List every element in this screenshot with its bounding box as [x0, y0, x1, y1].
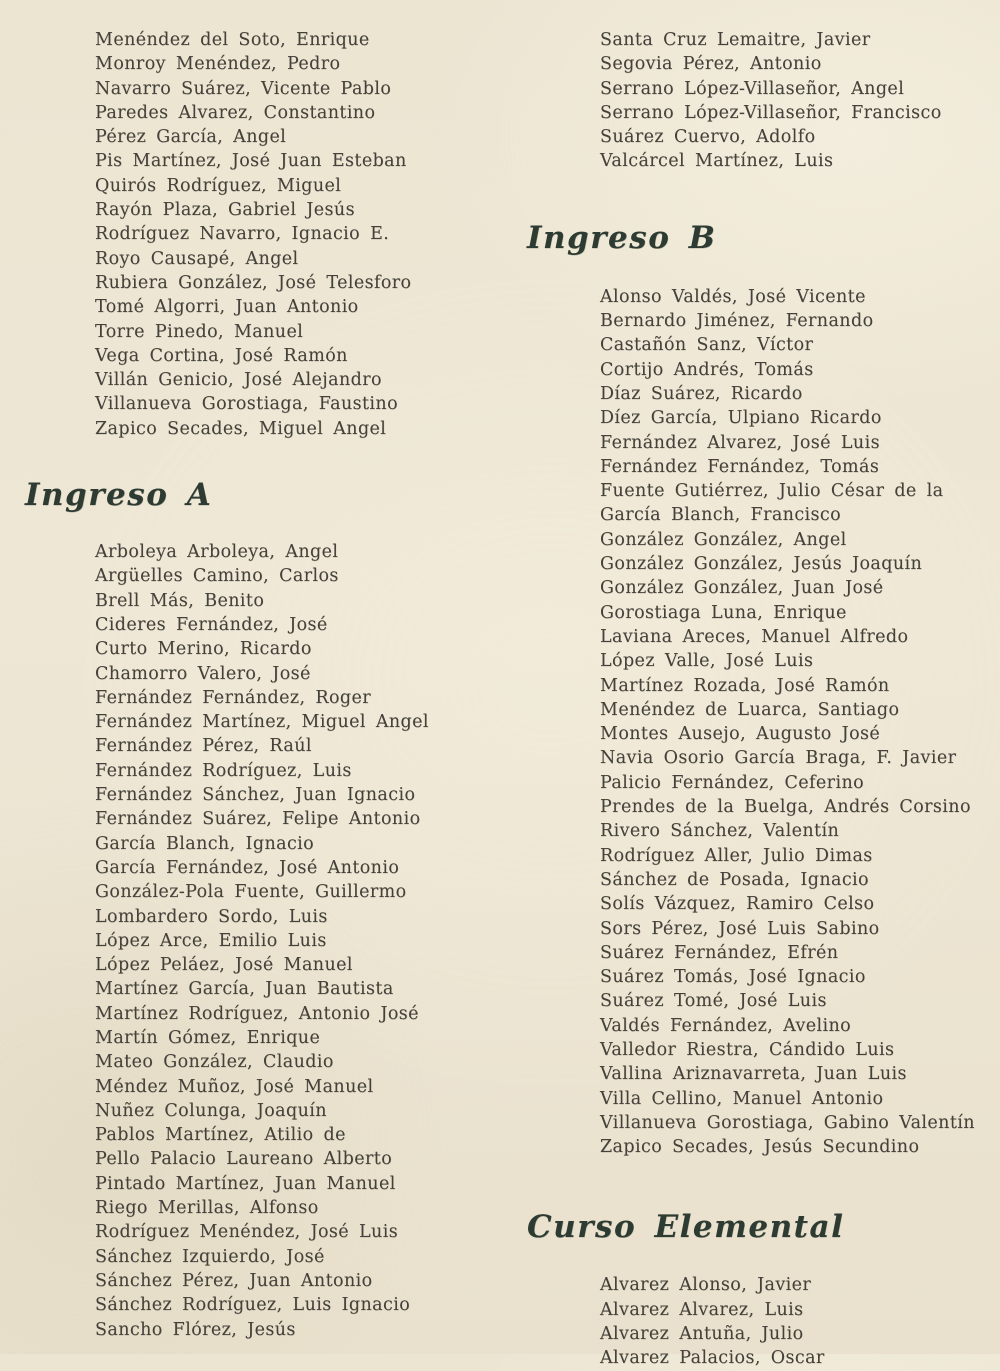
list-item: Riego Merillas, Alfonso: [95, 1198, 319, 1219]
list-item: Monroy Menéndez, Pedro: [95, 54, 341, 75]
section-unlabeled-continued: [25, 28, 485, 441]
list-item: Fernández Sánchez, Juan Ignacio: [95, 785, 416, 806]
list-item: Navia Osorio García Braga, F. Javier: [600, 748, 957, 769]
list-item: Fernández Rodríguez, Luis: [95, 760, 352, 781]
list-item: Montes Ausejo, Augusto José: [600, 724, 881, 745]
name-list: [25, 540, 485, 1342]
list-item: Vega Cortina, José Ramón: [95, 345, 348, 366]
list-item: Serrano López-Villaseñor, Angel: [600, 78, 905, 99]
list-item: Alvarez Antuña, Julio: [600, 1324, 804, 1345]
list-item: Chamorro Valero, José: [95, 663, 311, 684]
list-item: Sánchez Rodríguez, Luis Ignacio: [95, 1295, 411, 1316]
list-item: Sánchez Izquierdo, José: [95, 1246, 325, 1267]
list-item: Fernández Fernández, Roger: [95, 687, 372, 708]
list-item: Bernardo Jiménez, Fernando: [600, 311, 874, 332]
list-item: Lombardero Sordo, Luis: [95, 906, 328, 927]
list-item: Fernández Fernández, Tomás: [600, 456, 880, 477]
list-item: González González, Juan José: [600, 578, 884, 599]
list-item: Martínez Rodríguez, Antonio José: [95, 1003, 419, 1024]
list-item: Pintado Martínez, Juan Manuel: [95, 1173, 396, 1194]
list-item: Mateo González, Claudio: [95, 1052, 334, 1073]
section-heading-ingreso-b: Ingreso B: [527, 219, 717, 256]
list-item: García Blanch, Ignacio: [95, 833, 315, 854]
list-item: Gorostiaga Luna, Enrique: [600, 602, 847, 623]
list-item: Villanueva Gorostiaga, Faustino: [95, 394, 399, 415]
list-item: Rayón Plaza, Gabriel Jesús: [95, 200, 355, 221]
list-item: Fernández Suárez, Felipe Antonio: [95, 809, 421, 830]
list-item: Alvarez Alvarez, Luis: [600, 1299, 804, 1320]
list-item: López Valle, José Luis: [600, 651, 814, 672]
list-item: Torre Pinedo, Manuel: [95, 321, 304, 342]
list-item: Pis Martínez, José Juan Esteban: [95, 151, 407, 172]
list-item: Martínez García, Juan Bautista: [95, 979, 394, 1000]
list-item: Rubiera González, José Telesforo: [95, 272, 412, 293]
list-item: Suárez Fernández, Efrén: [600, 942, 839, 963]
list-item: Fernández Alvarez, José Luis: [600, 432, 880, 453]
list-item: Argüelles Camino, Carlos: [95, 566, 339, 587]
list-item: Martín Gómez, Enrique: [95, 1027, 321, 1048]
list-item: Prendes de la Buelga, Andrés Corsino: [600, 797, 971, 818]
list-item: Laviana Areces, Manuel Alfredo: [600, 626, 909, 647]
name-list: [527, 1273, 987, 1370]
list-item: Brell Más, Benito: [95, 590, 265, 611]
list-item: Solís Vázquez, Ramiro Celso: [600, 894, 875, 915]
list-item: Díaz Suárez, Ricardo: [600, 383, 803, 404]
list-item: Alvarez Alonso, Javier: [600, 1275, 812, 1296]
list-item: Suárez Tomás, José Ignacio: [600, 967, 866, 988]
list-item: Villán Genicio, José Alejandro: [95, 370, 382, 391]
section-unlabeled-continued: [527, 28, 987, 174]
list-item: Alonso Valdés, José Vicente: [600, 286, 866, 307]
section-heading-ingreso-a: Ingreso A: [25, 477, 213, 514]
section-curso-elemental: [527, 1209, 987, 1370]
list-item: González González, Angel: [600, 529, 847, 550]
list-item: Santa Cruz Lemaitre, Javier: [600, 30, 871, 50]
name-list: [25, 28, 485, 441]
list-item: Pablos Martínez, Atilio de: [95, 1125, 346, 1146]
section-heading-curso-elemental: Curso Elemental: [527, 1209, 845, 1246]
list-item: Navarro Suárez, Vicente Pablo: [95, 78, 392, 99]
list-item: Rodríguez Menéndez, José Luis: [95, 1222, 399, 1243]
list-item: González-Pola Fuente, Guillermo: [95, 882, 407, 903]
list-item: Rodríguez Aller, Julio Dimas: [600, 845, 873, 866]
list-item: Fernández Pérez, Raúl: [95, 736, 312, 757]
list-item: Royo Causapé, Angel: [95, 248, 299, 269]
list-item: Valcárcel Martínez, Luis: [600, 151, 834, 172]
list-item: Sánchez Pérez, Juan Antonio: [95, 1270, 373, 1291]
list-item: Tomé Algorri, Juan Antonio: [95, 297, 359, 318]
list-item: Suárez Tomé, José Luis: [600, 991, 827, 1012]
list-item: Menéndez del Soto, Enrique: [95, 30, 370, 50]
name-list: [527, 28, 987, 174]
list-item: Castañón Sanz, Víctor: [600, 335, 814, 356]
section-ingreso-a: [25, 477, 485, 1342]
list-item: Villanueva Gorostiaga, Gabino Valentín: [600, 1112, 975, 1133]
list-item: Méndez Muñoz, José Manuel: [95, 1076, 374, 1097]
list-item: Serrano López-Villaseñor, Francisco: [600, 102, 942, 123]
list-item: Suárez Cuervo, Adolfo: [600, 127, 816, 148]
list-item: Palicio Fernández, Ceferino: [600, 772, 865, 793]
right-column: [527, 0, 987, 1371]
list-item: Alvarez Palacios, Oscar: [600, 1348, 825, 1369]
list-item: Díez García, Ulpiano Ricardo: [600, 408, 882, 429]
list-item: Villa Cellino, Manuel Antonio: [600, 1088, 884, 1109]
list-item: Fuente Gutiérrez, Julio César de la: [600, 481, 944, 502]
list-item: Rivero Sánchez, Valentín: [600, 821, 840, 842]
list-item: Rodríguez Navarro, Ignacio E.: [95, 224, 390, 245]
left-column: [25, 0, 485, 1342]
list-item: Cortijo Andrés, Tomás: [600, 359, 814, 380]
section-ingreso-b: [527, 220, 987, 1160]
list-item: Zapico Secades, Miguel Angel: [95, 418, 387, 439]
list-item: Valledor Riestra, Cándido Luis: [600, 1039, 895, 1060]
list-item: Sánchez de Posada, Ignacio: [600, 869, 869, 890]
list-item: Paredes Alvarez, Constantino: [95, 102, 376, 123]
name-list: [527, 285, 987, 1160]
list-item: Arboleya Arboleya, Angel: [95, 542, 339, 563]
list-item: Nuñez Colunga, Joaquín: [95, 1100, 327, 1121]
list-item: García Fernández, José Antonio: [95, 857, 400, 878]
list-item: Pérez García, Angel: [95, 127, 287, 148]
list-item: Quirós Rodríguez, Miguel: [95, 175, 342, 196]
list-item: Sors Pérez, José Luis Sabino: [600, 918, 880, 939]
list-item: García Blanch, Francisco: [600, 505, 842, 526]
list-item: López Peláez, José Manuel: [95, 955, 353, 976]
list-item: Cideres Fernández, José: [95, 614, 328, 635]
list-item: López Arce, Emilio Luis: [95, 930, 327, 951]
list-item: Curto Merino, Ricardo: [95, 639, 312, 660]
list-item: González González, Jesús Joaquín: [600, 554, 923, 575]
list-item: Segovia Pérez, Antonio: [600, 54, 822, 75]
list-item: Vallina Ariznavarreta, Juan Luis: [600, 1064, 907, 1085]
list-item: Fernández Martínez, Miguel Angel: [95, 712, 429, 733]
list-item: Sancho Flórez, Jesús: [95, 1319, 296, 1340]
list-item: Pello Palacio Laureano Alberto: [95, 1149, 393, 1170]
list-item: Martínez Rozada, José Ramón: [600, 675, 890, 696]
list-item: Zapico Secades, Jesús Secundino: [600, 1137, 920, 1158]
list-item: Menéndez de Luarca, Santiago: [600, 699, 900, 720]
list-item: Valdés Fernández, Avelino: [600, 1015, 852, 1036]
